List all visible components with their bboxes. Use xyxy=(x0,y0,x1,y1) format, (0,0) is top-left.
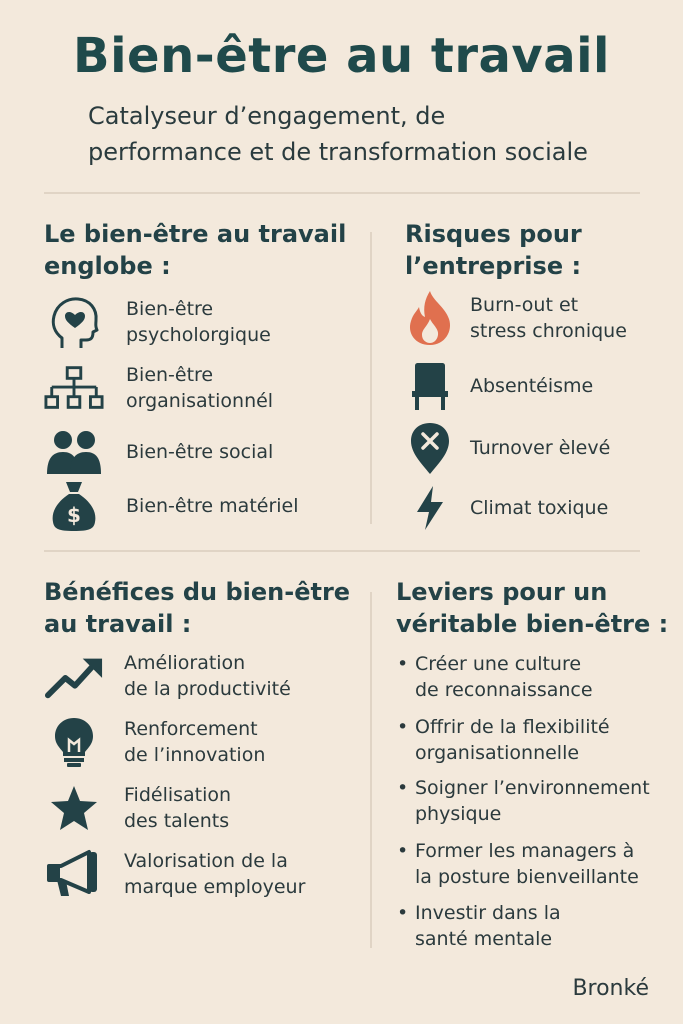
list-item xyxy=(400,358,593,414)
location-x-icon xyxy=(400,420,460,476)
chair-icon xyxy=(400,358,460,414)
flame-icon xyxy=(400,290,460,346)
list-item xyxy=(400,420,610,476)
list-item xyxy=(44,424,273,480)
list-item: • Offrir de la flexibilité organisationnelle xyxy=(395,714,610,766)
list-item xyxy=(44,478,299,534)
list-item-label: Absentéisme xyxy=(470,375,594,397)
section-heading-leviers: Leviers pour un véritable bien-être : xyxy=(396,578,669,638)
list-item xyxy=(44,780,231,836)
brand-signature: Bronké xyxy=(572,976,649,1001)
list-item-label: Bien-être psycholorgique xyxy=(126,298,271,346)
list-item: • Soigner l’environnement physique xyxy=(395,775,650,827)
money-bag-icon xyxy=(44,478,104,534)
list-item xyxy=(44,360,273,416)
list-item-label: Fidélisation des talents xyxy=(124,784,232,832)
lightning-icon xyxy=(400,480,460,536)
list-item-label: Bien-être social xyxy=(126,441,274,463)
list-item-label: Bien-être organisationnél xyxy=(126,364,274,412)
list-item: • Investir dans la santé mentale xyxy=(395,900,561,952)
list-item-label: Bien-être matériel xyxy=(126,495,299,517)
section-heading-benefices: Bénéfices du bien-être au travail : xyxy=(44,578,351,638)
page-title: Bien-être au travail xyxy=(73,28,610,84)
list-item xyxy=(44,648,291,704)
org-chart-icon xyxy=(44,360,104,416)
list-item xyxy=(400,290,627,346)
list-item-label: Renforcement de l’innovation xyxy=(124,718,266,766)
divider-vertical-top xyxy=(370,232,372,524)
list-item: • Former les managers à la posture bienveillante xyxy=(395,838,639,890)
megaphone-icon xyxy=(44,846,104,902)
section-heading-englobe: Le bien-être au travail englobe : xyxy=(44,220,347,280)
divider-top xyxy=(44,192,640,194)
page-subtitle: Catalyseur d’engagement, de performance et de transformation sociale xyxy=(88,102,588,166)
list-item xyxy=(44,294,271,350)
trend-up-icon xyxy=(44,648,104,704)
list-item-label: Amélioration de la productivité xyxy=(124,652,291,700)
list-item: • Créer une culture de reconnaissance xyxy=(395,651,593,703)
head-heart-icon xyxy=(44,294,104,350)
divider-middle xyxy=(44,550,640,552)
list-item xyxy=(44,714,265,770)
list-item-label: Climat toxique xyxy=(470,497,609,519)
section-heading-risques: Risques pour l’entreprise : xyxy=(405,220,582,280)
star-icon xyxy=(44,780,104,836)
people-icon xyxy=(44,424,104,480)
list-item-label: Burn-out et stress chronique xyxy=(470,294,627,342)
list-item-label: Turnover èlevé xyxy=(470,437,611,459)
svg-text:$: $ xyxy=(67,503,81,527)
list-item xyxy=(44,846,305,902)
lightbulb-icon xyxy=(44,714,104,770)
divider-vertical-bottom xyxy=(370,592,372,948)
list-item xyxy=(400,480,608,536)
list-item-label: Valorisation de la marque employeur xyxy=(124,850,306,898)
